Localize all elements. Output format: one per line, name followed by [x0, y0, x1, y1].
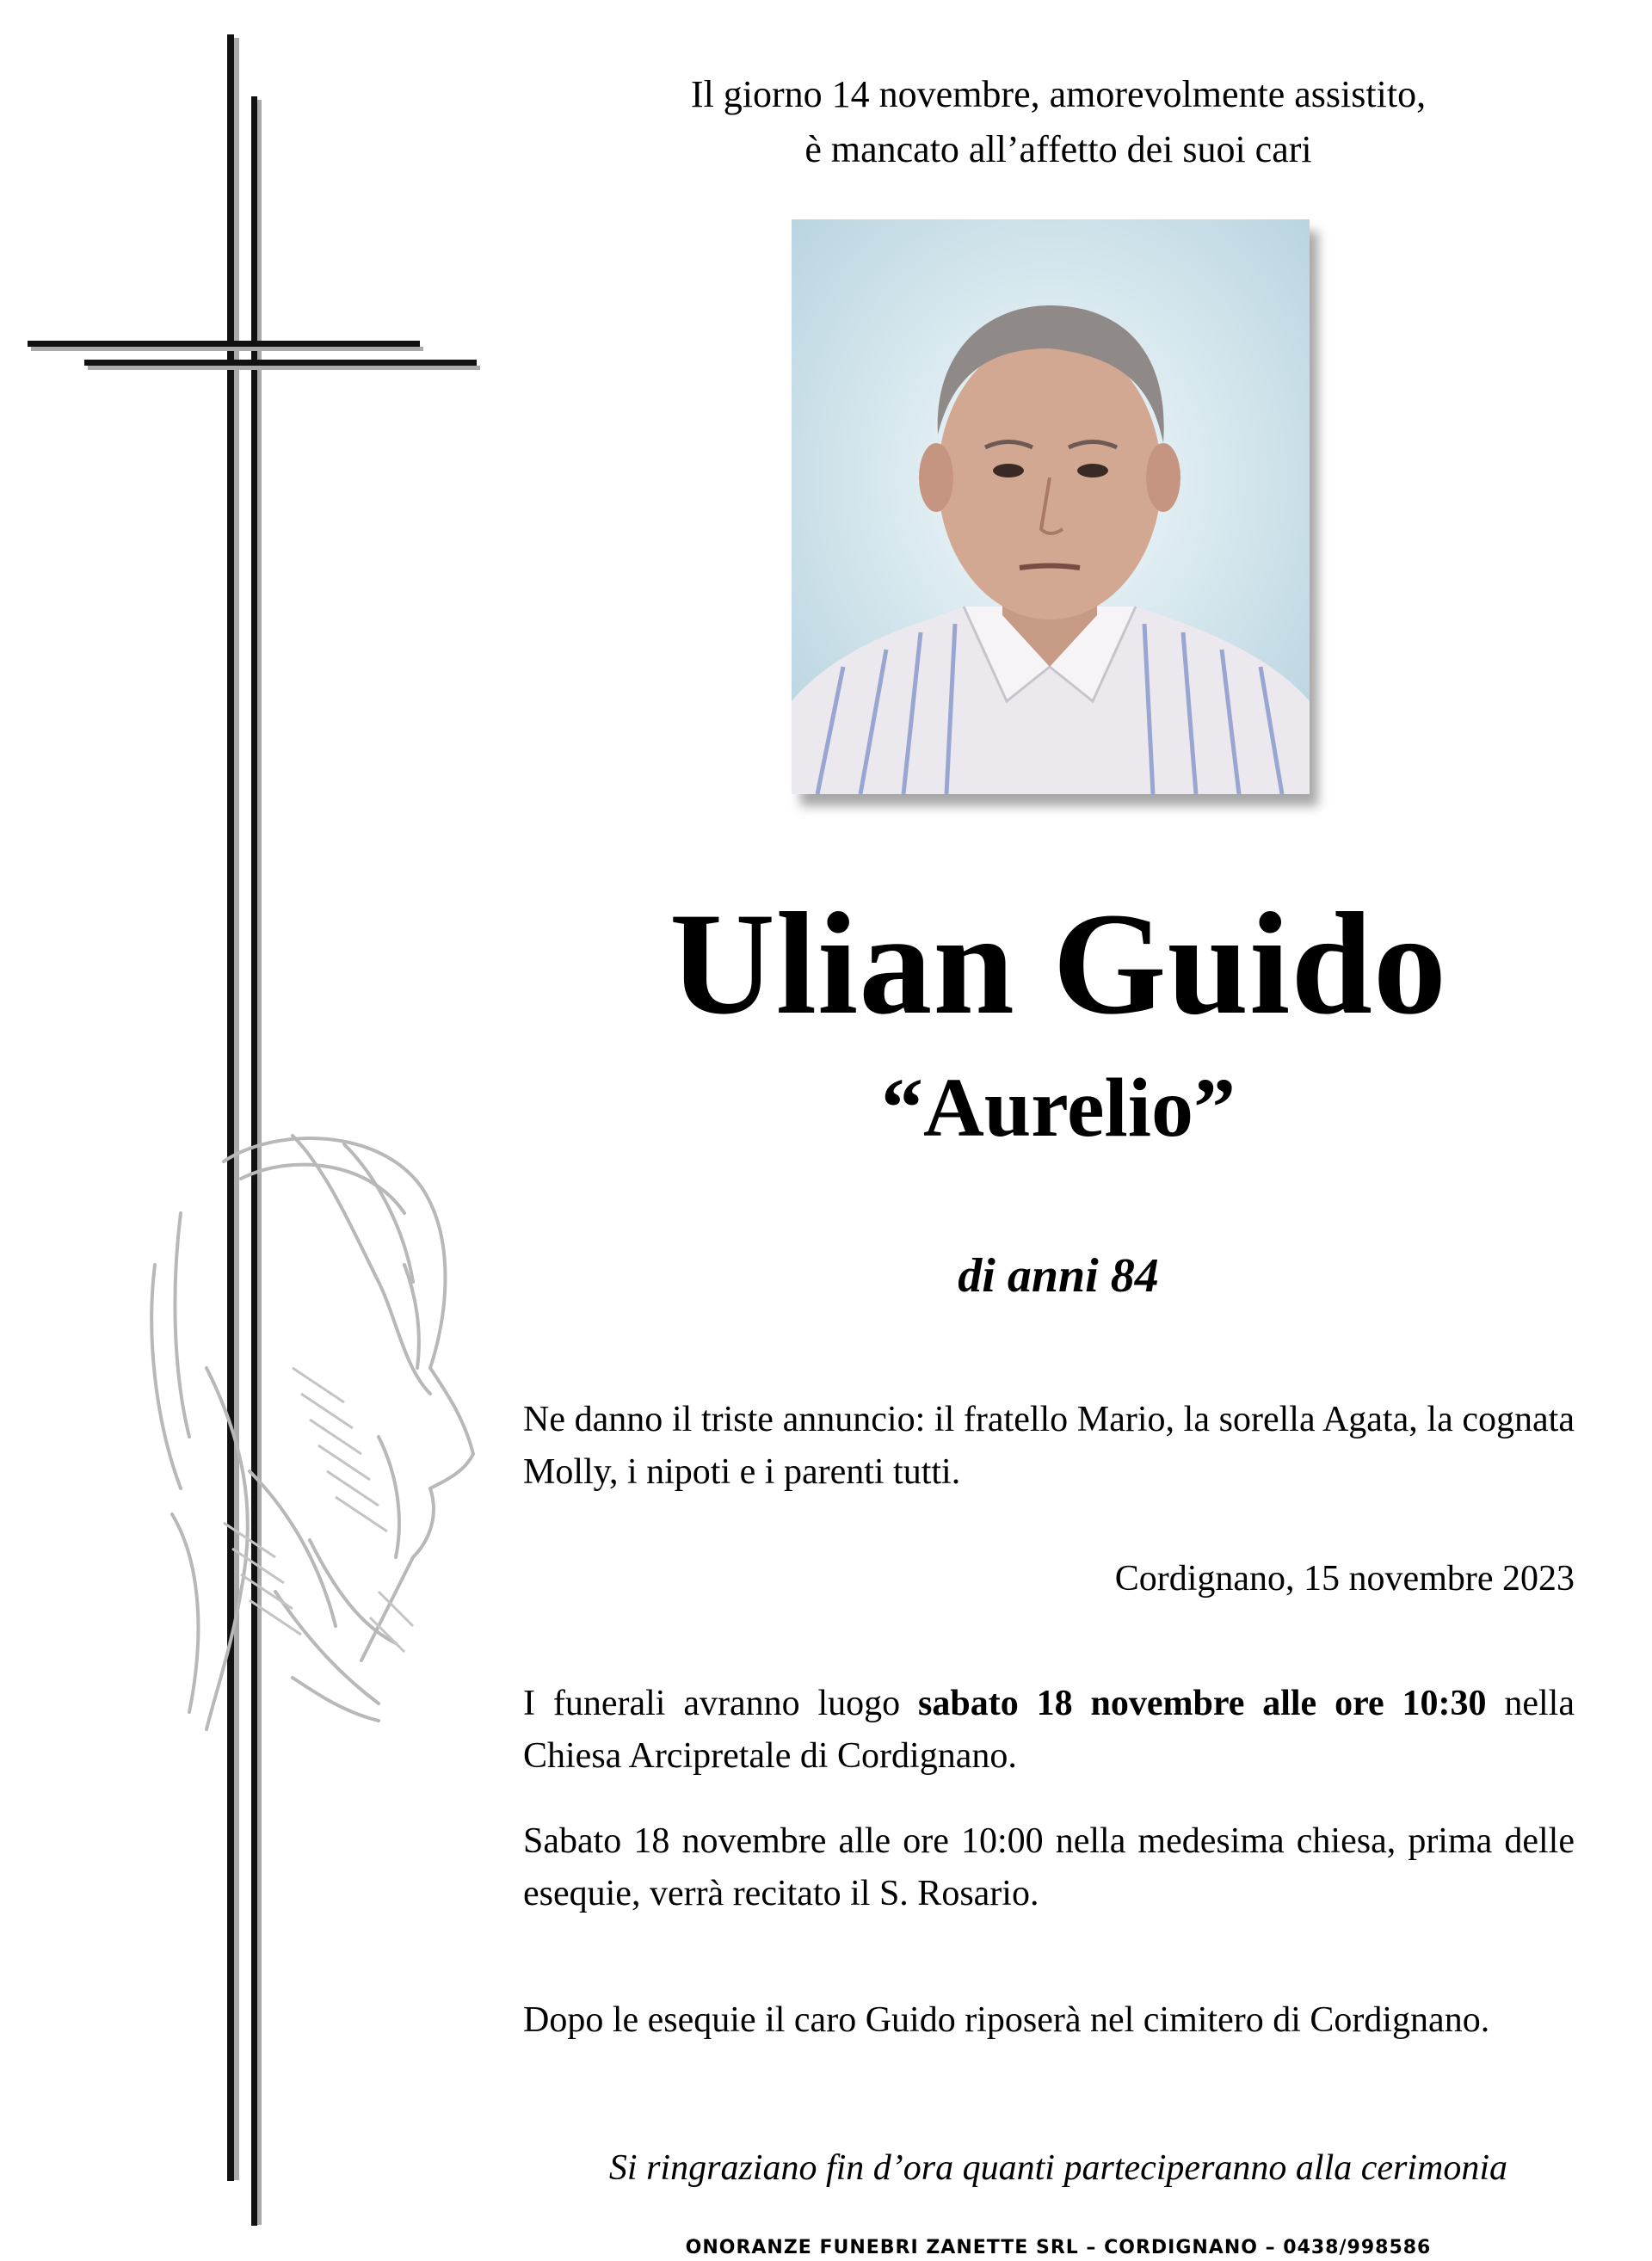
funeral-home-footer: ONORANZE FUNEBRI ZANETTE SRL – CORDIGNANO – 0438/998586 [685, 2237, 1432, 2258]
funeral-date-time: sabato 18 novembre alle ore 10:30 [918, 1684, 1487, 1723]
place-date: Cordignano, 15 novembre 2023 [1114, 1559, 1575, 1599]
funeral-text-end: nella Chiesa Arcipretale di Cordignano. [523, 1684, 1575, 1776]
portrait-image [792, 219, 1310, 794]
family-notice: Ne danno il triste annuncio: il fratello Mario, la sorella Agata, la cognata Molly, i nipoti e i parenti tutti. [523, 1400, 1575, 1492]
intro-line-2: è mancato all’affetto dei suoi cari [804, 128, 1312, 170]
funeral-notice [523, 1678, 1575, 1783]
deceased-nickname: “Aurelio” [881, 1062, 1236, 1155]
intro-line-1: Il giorno 14 novembre, amorevolmente assistito, [690, 73, 1427, 115]
deceased-age: di anni 84 [958, 1249, 1159, 1303]
thanks-note: Si ringraziano fin d’ora quanti parteciperanno alla cerimonia [608, 2148, 1508, 2188]
christ-face-sketch-icon [120, 1110, 499, 1747]
deceased-name: Ulian Guido [669, 883, 1447, 1044]
burial-notice: Dopo le esequie il caro Guido riposerà nel cimitero di Cordignano. [523, 2000, 1490, 2040]
funeral-text-start: I funerali avranno luogo [523, 1684, 919, 1723]
rosary-notice: Sabato 18 novembre alle ore 10:00 nella medesima chiesa, prima delle esequie, verrà recitato il S. Rosario. [523, 1821, 1575, 1913]
intro-text [533, 67, 1583, 177]
portrait-photo [792, 219, 1310, 794]
